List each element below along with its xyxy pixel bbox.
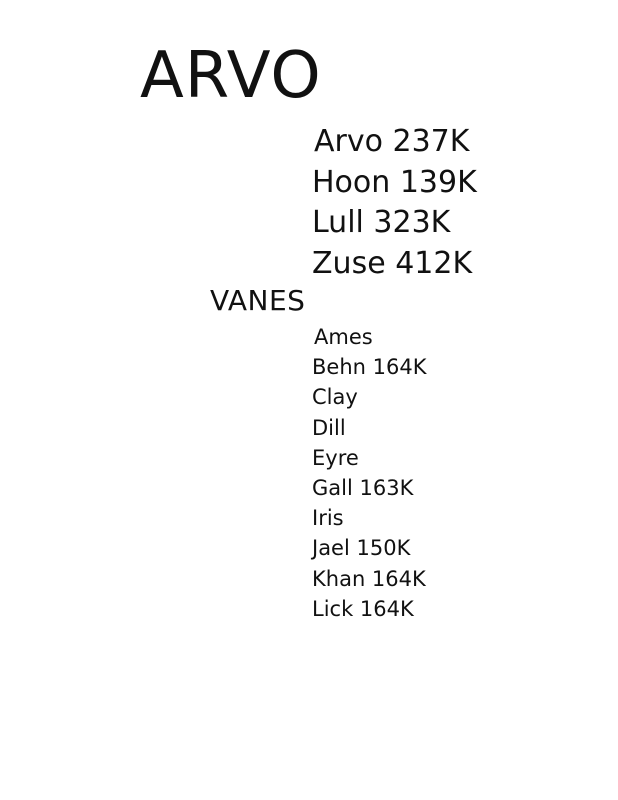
primary-list: [312, 122, 477, 284]
list-item-dill: Dill: [312, 415, 346, 440]
list-item-lull: Lull 323K: [312, 205, 451, 240]
list-item-eyre: Eyre: [312, 445, 359, 470]
list-item-lick: Lick 164K: [312, 596, 414, 621]
list-item-arvo: Arvo 237K: [314, 124, 470, 159]
list-item-behn: Behn 164K: [312, 355, 427, 380]
list-item-ames: Ames: [314, 325, 373, 349]
page-title: ARVO: [140, 39, 322, 113]
list-item-clay: Clay: [312, 385, 358, 410]
vanes-list: [312, 322, 426, 624]
list-item-khan: Khan 164K: [312, 566, 426, 591]
section-heading-vanes: VANES: [210, 284, 306, 317]
list-item-jael: Jael 150K: [312, 536, 411, 561]
list-item-iris: Iris: [312, 506, 344, 531]
list-item-gall: Gall 163K: [312, 475, 414, 500]
list-item-hoon: Hoon 139K: [312, 164, 477, 200]
list-item-zuse: Zuse 412K: [312, 245, 473, 281]
